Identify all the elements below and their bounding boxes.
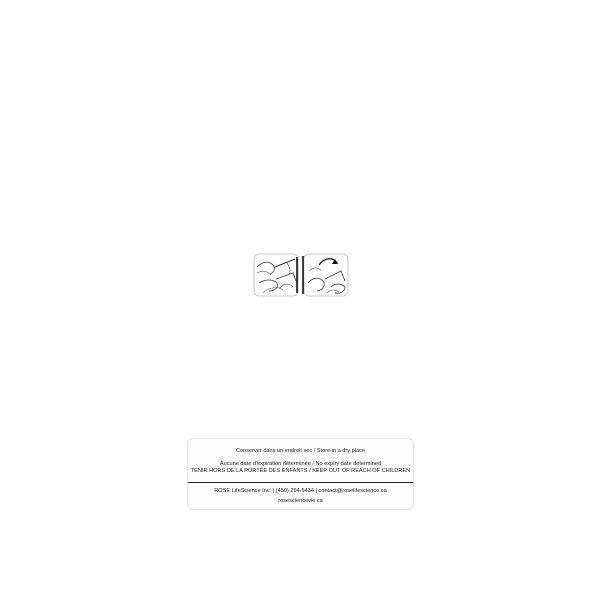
expiry-note: Aucune date d'expiration déterminée / No expiry date determined (219, 461, 382, 467)
fold-back-arrow-icon (303, 254, 348, 296)
storage-instruction: Conserver dans un endroit sec / Store in a dry place (235, 448, 366, 454)
label-divider (188, 482, 413, 483)
package-opening-illustration (253, 253, 349, 297)
company-website: rosesciencevie.ca (278, 498, 323, 504)
child-safety-warning: TENIR HORS DE LA PORTÉE DES ENFANTS / KEEP OUT OF REACH OF CHILDREN (190, 468, 411, 474)
package-label (187, 438, 414, 510)
tear-open-hands-icon (254, 254, 298, 296)
company-contact: ROSE LifeScience Inc. | (450) 264-5434 | contact@roselifescience.ca (214, 488, 387, 494)
